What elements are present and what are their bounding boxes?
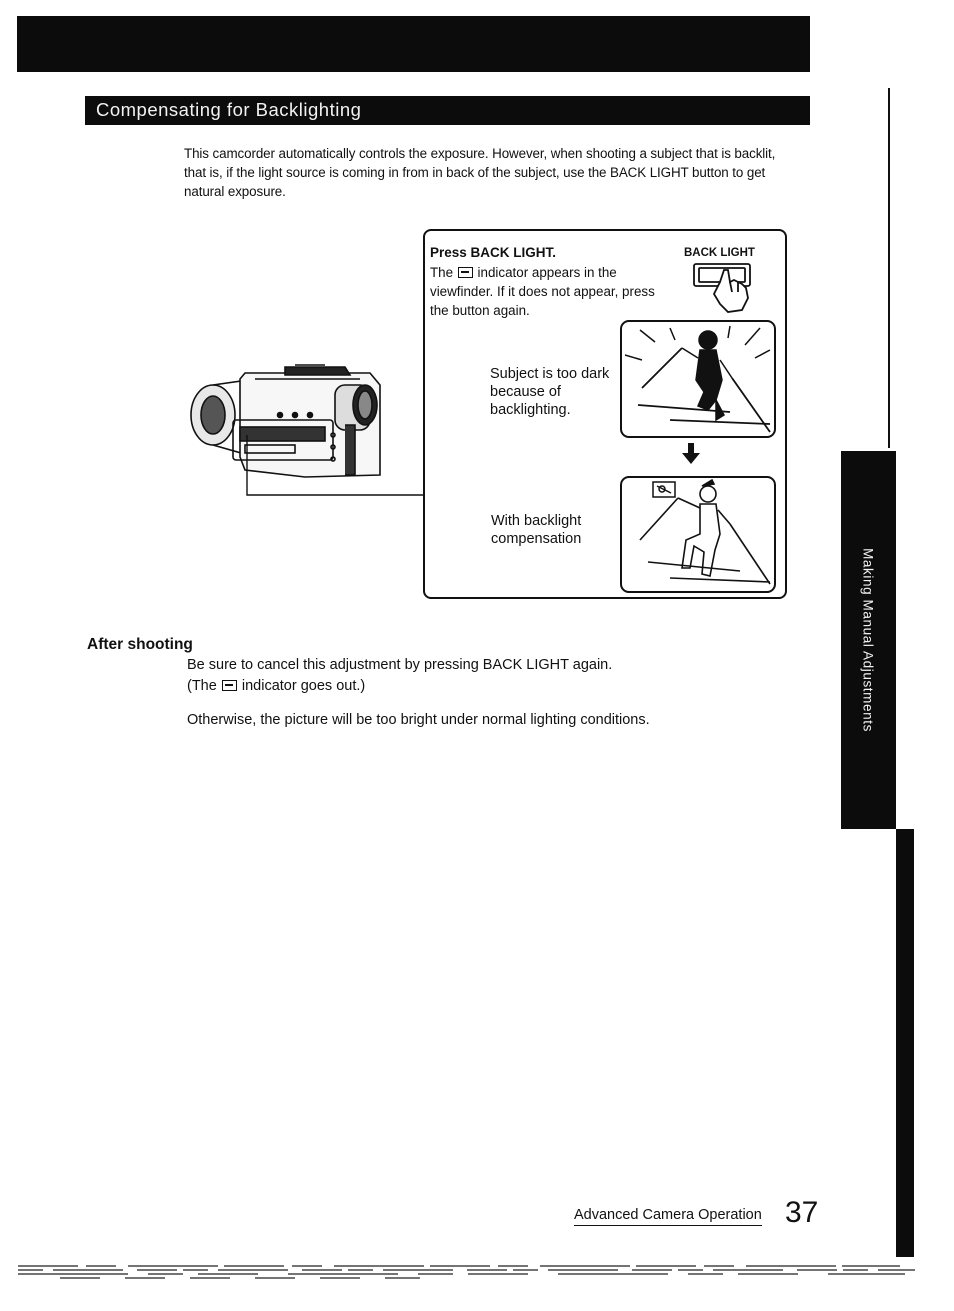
backlight-indicator-icon	[653, 482, 675, 497]
back-light-button-icon	[690, 262, 760, 317]
after-shooting-heading: After shooting	[87, 636, 193, 653]
after-line2-start: (The	[187, 678, 217, 694]
instruction-desc-start: The	[430, 265, 454, 280]
camcorder-illustration	[185, 365, 425, 500]
arrow-down-icon	[680, 443, 702, 465]
skier-backlit-image	[620, 320, 776, 438]
right-margin-line	[888, 88, 890, 448]
instruction-desc-end: indicator appears in the viewfinder. If it does not appear, press the button again.	[430, 265, 655, 318]
header-bar	[17, 16, 810, 72]
chapter-tab-label: Making Manual Adjustments	[860, 548, 876, 732]
after-shooting-line-2	[187, 678, 365, 694]
after-line2-end: indicator goes out.)	[241, 678, 366, 694]
after-shooting-line-1: Be sure to cancel this adjustment by pressing BACK LIGHT again.	[187, 657, 613, 673]
footer-section-name: Advanced Camera Operation	[574, 1207, 762, 1226]
back-light-button-label: BACK LIGHT	[684, 247, 755, 259]
right-edge-stripe	[896, 829, 914, 1257]
backlight-indicator-icon	[458, 267, 473, 278]
backlight-indicator-icon	[222, 680, 237, 691]
instruction-description	[430, 263, 670, 320]
compensated-caption: With backlight compensation	[491, 513, 582, 547]
section-title: Compensating for Backlighting	[96, 99, 362, 120]
after-shooting-line-3: Otherwise, the picture will be too bright under normal lighting conditions.	[187, 712, 650, 728]
intro-paragraph: This camcorder automatically controls the exposure. However, when shooting a subject that is backlit, that is, if the light source is coming in from in back of the subject, use the BACK LIGHT button to get natural exposure.	[184, 146, 776, 199]
scan-edge-lines	[0, 1258, 954, 1288]
skier-compensated-image	[620, 476, 776, 593]
instruction-heading: Press BACK LIGHT.	[430, 245, 557, 260]
page-number: 37	[785, 1196, 819, 1229]
backlit-caption: Subject is too dark because of backlighting.	[490, 366, 610, 418]
